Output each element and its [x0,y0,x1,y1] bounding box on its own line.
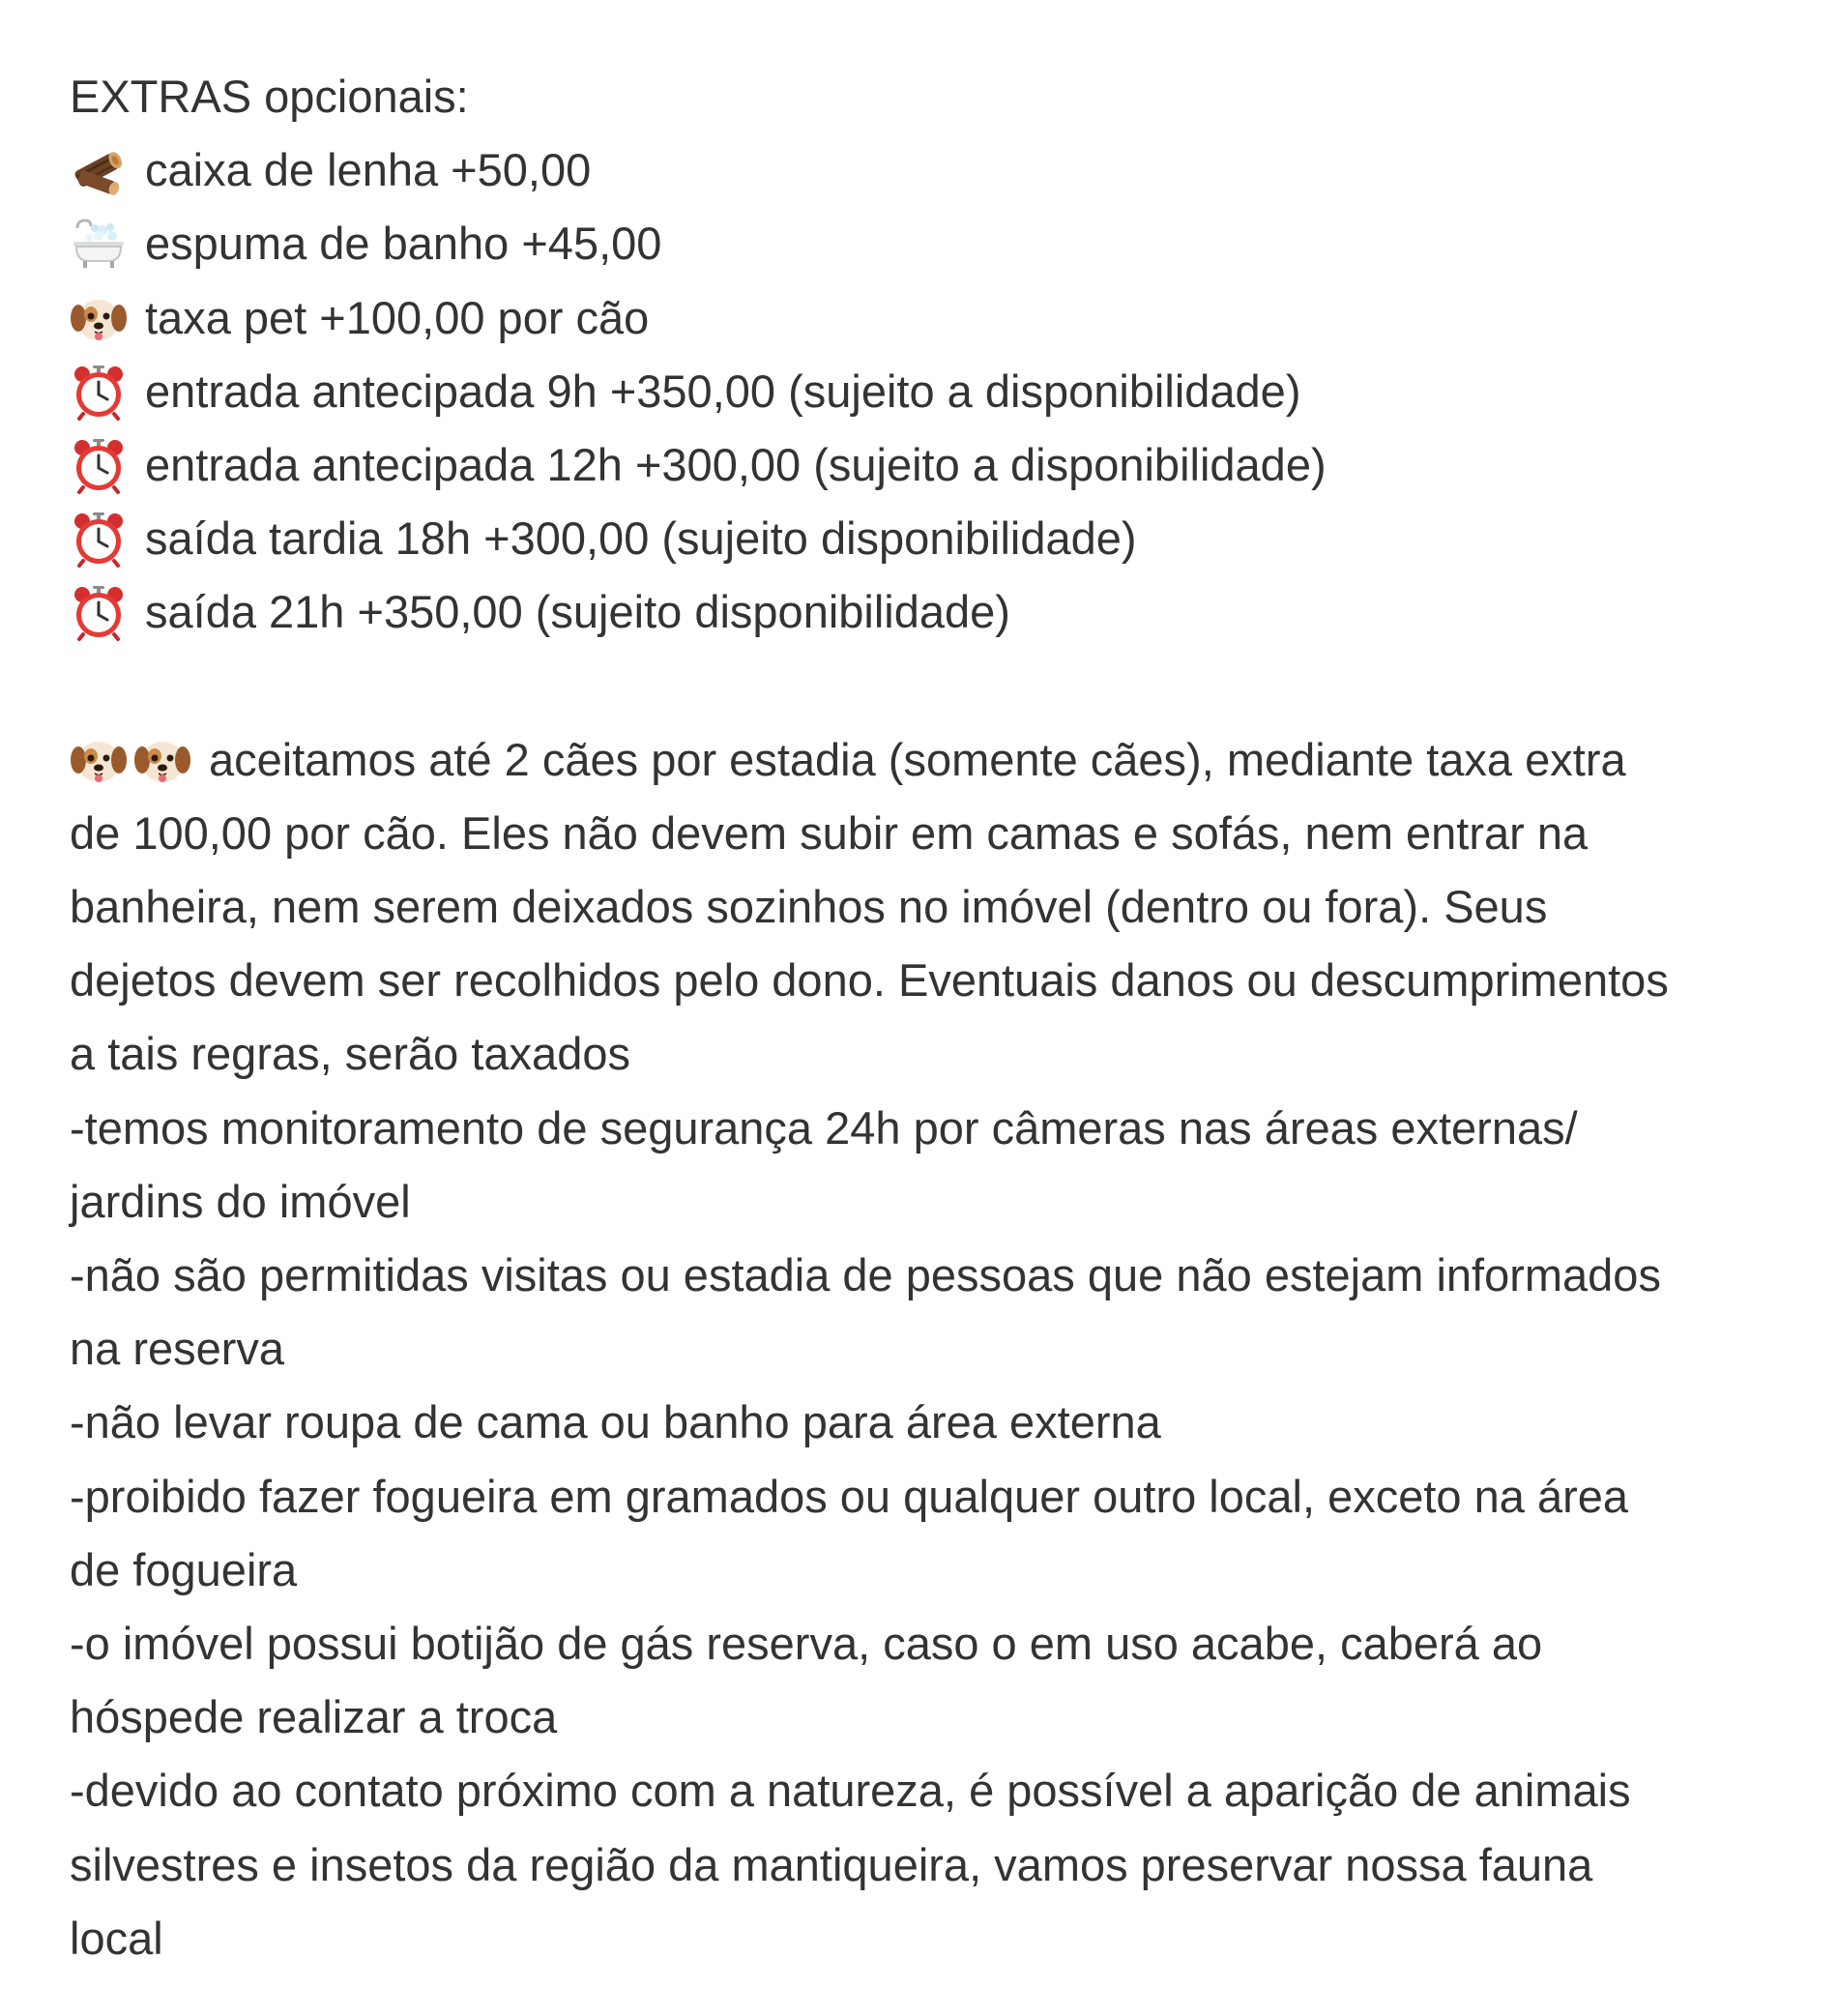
pets-policy-line: de 100,00 por cão. Eles não devem subir em camas e sofás, nem entrar na [70,806,1589,859]
extra-item [70,355,1800,428]
rule-item [70,1460,1800,1607]
extra-item [70,207,1800,280]
alarm-clock-icon [70,510,128,568]
extra-item-text: saída 21h +350,00 (sujeito disponibilidade) [145,586,1010,638]
document [70,60,1800,1975]
extra-item-text: saída tardia 18h +300,00 (sujeito disponibilidade) [145,512,1137,565]
extra-item-text: espuma de banho +45,00 [145,218,662,270]
rule-item [70,1754,1800,1975]
alarm-clock-icon [70,583,128,641]
rule-item [70,1386,1800,1459]
extra-item [70,575,1800,649]
extra-item-text: taxa pet +100,00 por cão [145,291,650,343]
firewood-icon [70,141,128,199]
rule-line: de fogueira [70,1543,298,1595]
extra-item-text: entrada antecipada 9h +350,00 (sujeito a disponibilidade) [145,365,1301,417]
rule-line: jardins do imóvel [70,1175,411,1227]
rule-line: -proibido fazer fogueira em gramados ou qualquer outro local, exceto na área [70,1470,1629,1522]
pets-policy-line: banheira, nem serem deixados sozinhos no imóvel (dentro ou fora). Seus [70,881,1548,933]
rule-line: -o imóvel possui botijão de gás reserva, caso o em uso acabe, caberá ao [70,1617,1543,1669]
rule-line: -temos monitoramento de segurança 24h por câmeras nas áreas externas/ [70,1101,1578,1154]
house-rules [70,1092,1800,1975]
pets-policy-line: a tais regras, serão taxados [70,1028,630,1080]
rule-line: na reserva [70,1323,285,1375]
bathtub-icon [70,215,128,273]
rule-line: -devido ao contato próximo com a natureza, é possível a aparição de animais [70,1765,1631,1817]
extras-list [70,133,1800,649]
rule-item [70,1239,1800,1386]
rule-line: local [70,1912,163,1964]
alarm-clock-icon [70,436,128,494]
dog-face-icon [70,289,128,347]
rule-line: -não levar roupa de cama ou banho para área externa [70,1396,1161,1448]
dog-face-icon [133,731,191,789]
pets-policy-line [70,723,1800,797]
dog-face-icon [70,731,128,789]
rule-item [70,1092,1800,1239]
pets-policy-line: dejetos devem ser recolhidos pelo dono. Eventuais danos ou descumprimentos [70,954,1669,1007]
spacer [70,650,1800,723]
rule-line: -não são permitidas visitas ou estadia de pessoas que não estejam informados [70,1249,1661,1300]
extras-heading: EXTRAS opcionais: [70,71,469,122]
rule-line: hóspede realizar a troca [70,1691,558,1743]
extra-item [70,428,1800,502]
extra-item-text: entrada antecipada 12h +300,00 (sujeito a disponibilidade) [145,438,1327,490]
pets-policy-text: aceitamos até 2 cães por estadia (somente cães), mediante taxa extra [209,733,1626,785]
extra-item [70,133,1800,207]
pets-policy [70,723,1800,1092]
extra-item [70,502,1800,575]
extra-item [70,281,1800,355]
extra-item-text: caixa de lenha +50,00 [145,144,592,196]
rule-item [70,1607,1800,1754]
alarm-clock-icon [70,363,128,421]
pet-icons [70,731,191,789]
rule-line: silvestres e insetos da região da mantiqueira, vamos preservar nossa fauna [70,1838,1593,1890]
